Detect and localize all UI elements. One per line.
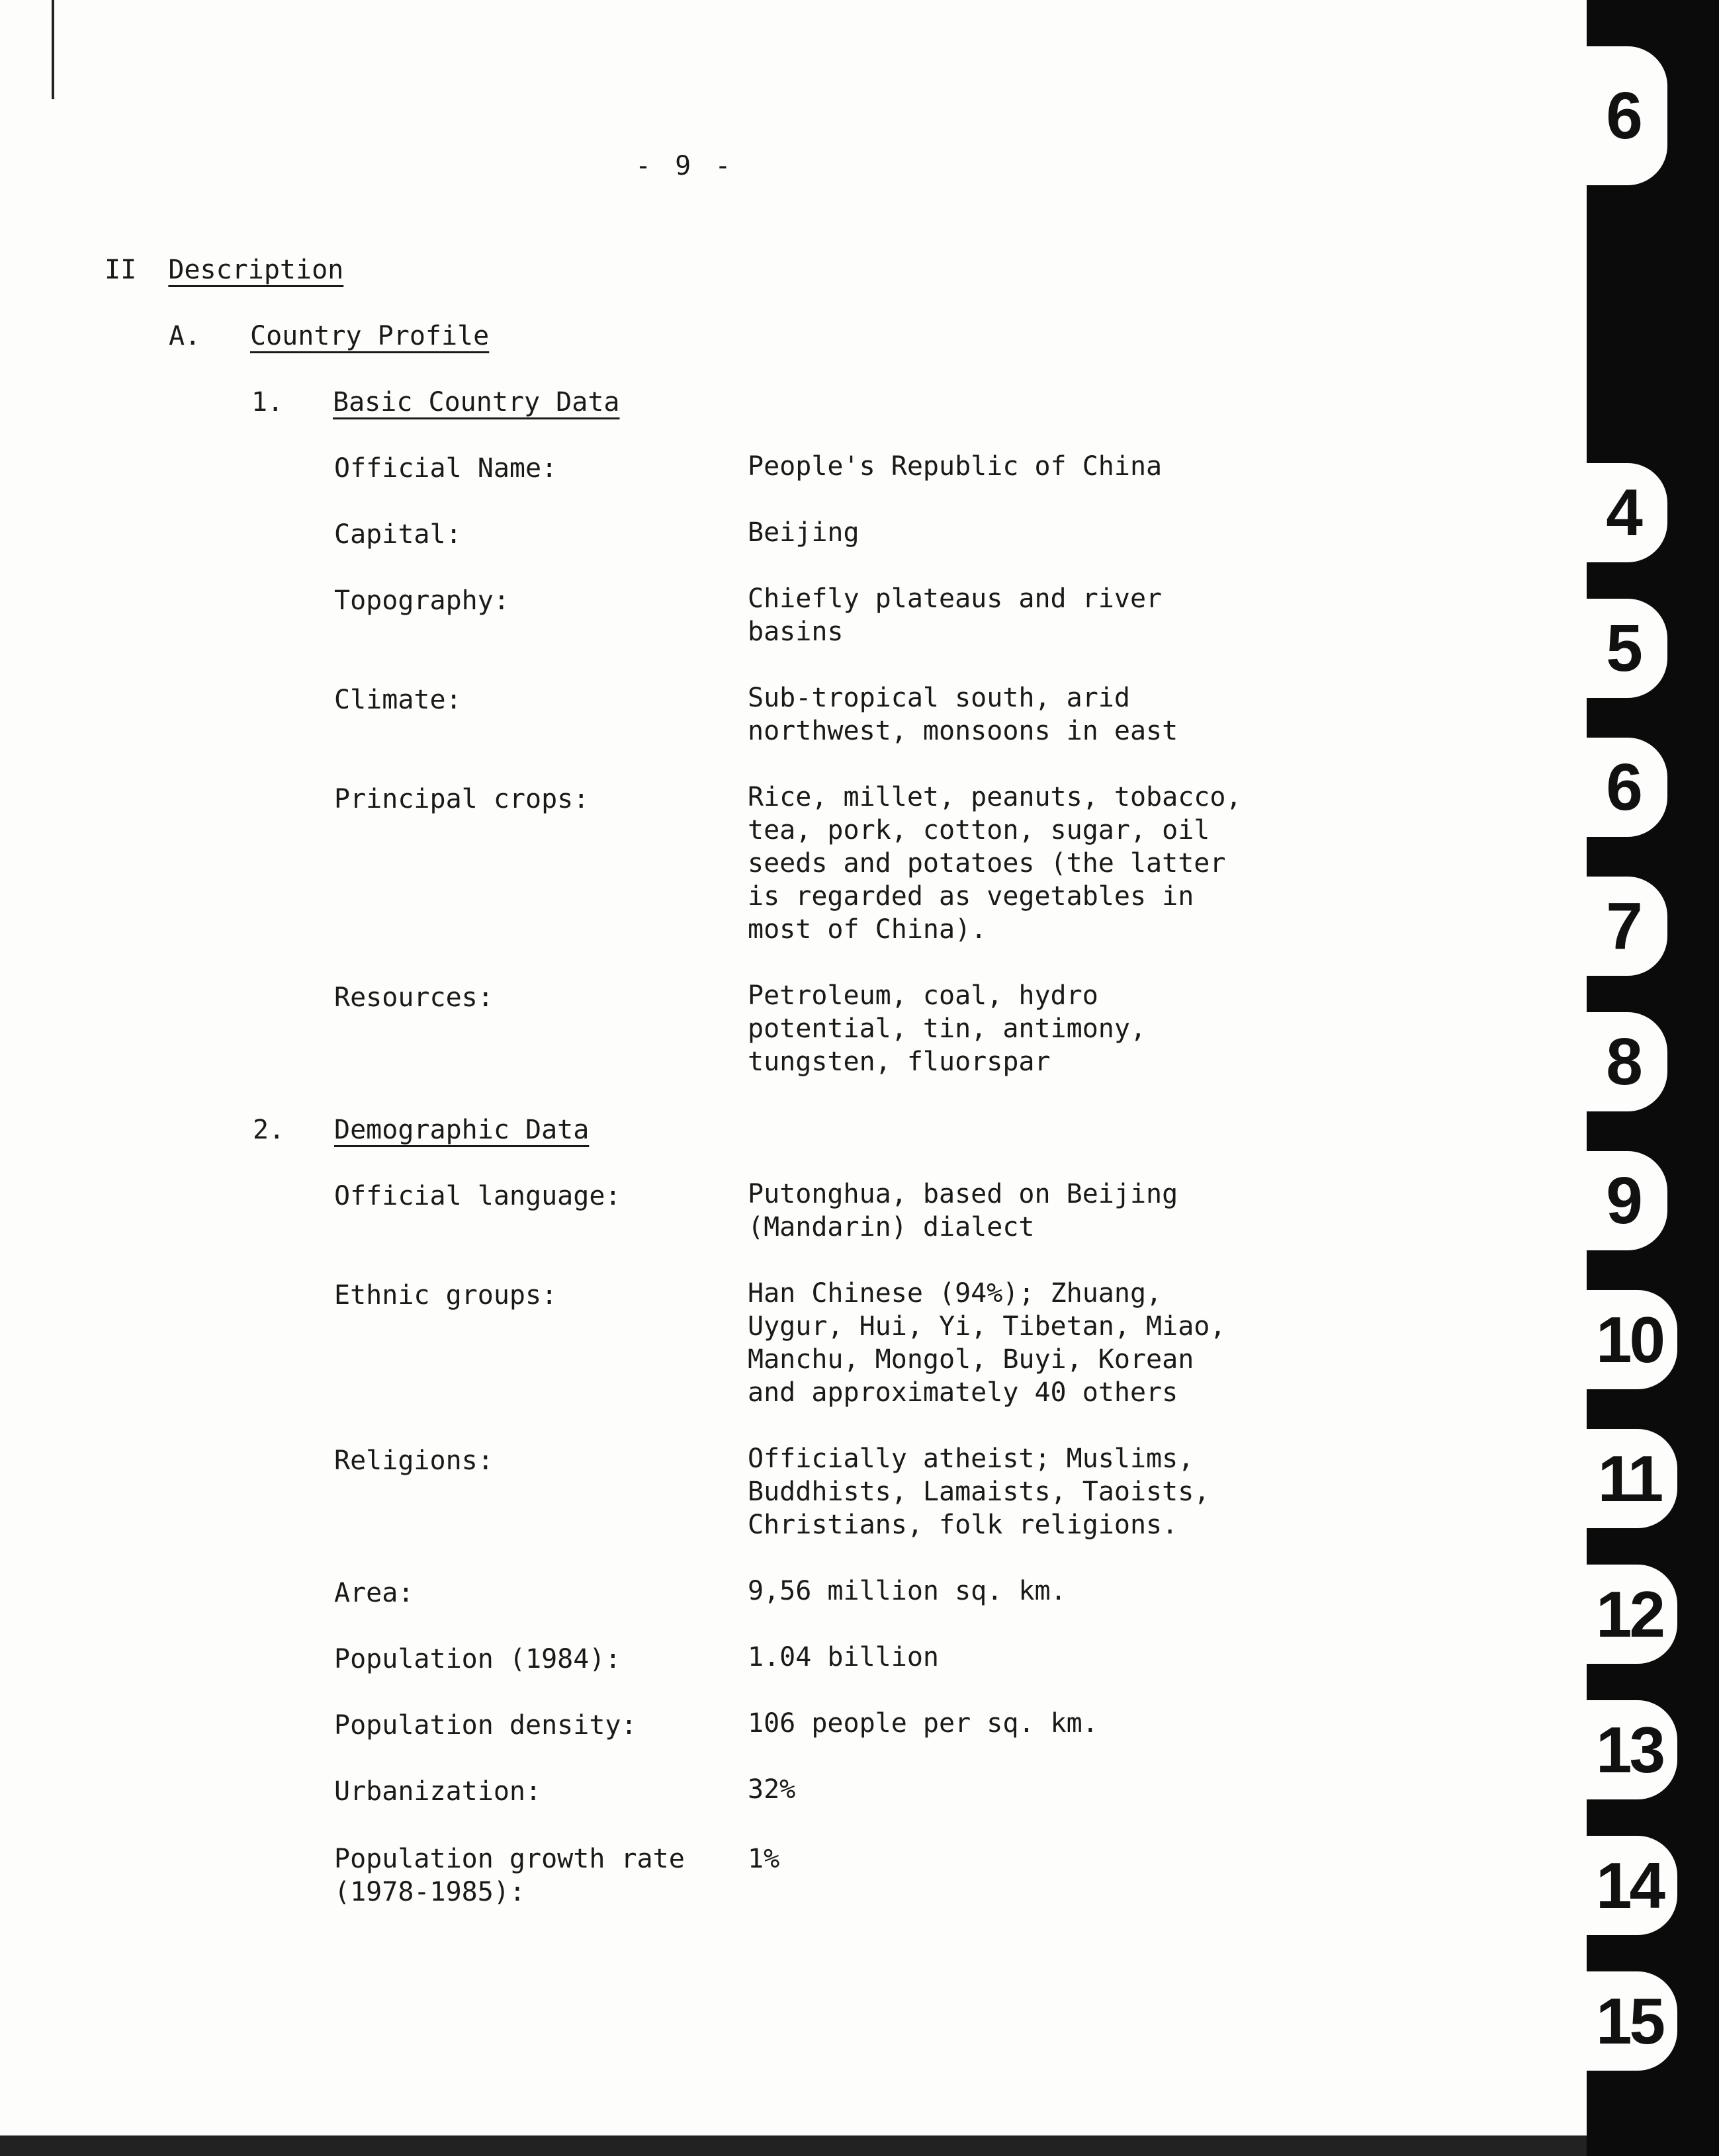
field-value-official-language: Putonghua, based on Beijing (Mandarin) dialect <box>748 1179 1178 1242</box>
demographic-data-heading <box>253 1115 589 1145</box>
index-tab-6: 6 <box>1581 738 1667 837</box>
field-label-population: Population (1984): <box>334 1644 621 1674</box>
field-value-population: 1.04 billion <box>748 1642 939 1672</box>
field-value-climate: Sub-tropical south, arid northwest, monsoons in east <box>748 683 1178 746</box>
field-label-official-name: Official Name: <box>334 453 558 484</box>
field-value-ethnic-groups: Han Chinese (94%); Zhuang, Uygur, Hui, Yi, Tibetan, Miao, Manchu, Mongol, Buyi, Korean and approximately 40 others <box>748 1278 1226 1408</box>
field-label-ethnic-groups: Ethnic groups: <box>334 1280 558 1311</box>
field-label-official-language: Official language: <box>334 1181 621 1211</box>
field-value-capital: Beijing <box>748 517 860 548</box>
field-value-population-growth-rate: 1% <box>748 1844 780 1874</box>
index-tab-4: 4 <box>1581 463 1667 562</box>
subsection-letter: A. <box>169 321 201 351</box>
section-title: Description <box>168 255 344 285</box>
field-value-official-name: People's Republic of China <box>748 451 1163 482</box>
field-label-capital: Capital: <box>334 519 462 550</box>
subsection-heading <box>169 321 489 351</box>
field-label-principal-crops: Principal crops: <box>334 784 590 814</box>
field-value-resources: Petroleum, coal, hydro potential, tin, antimony, tungsten, fluorspar <box>748 980 1147 1077</box>
field-value-topography: Chiefly plateaus and river basins <box>748 583 1163 647</box>
index-tab-15: 15 <box>1581 1971 1677 2071</box>
section-heading <box>105 255 343 285</box>
index-tab-11: 11 <box>1581 1429 1677 1528</box>
index-tab-10: 10 <box>1581 1290 1677 1389</box>
field-label-urbanization: Urbanization: <box>334 1776 542 1807</box>
field-label-resources: Resources: <box>334 982 494 1013</box>
index-tab-9: 9 <box>1581 1151 1667 1250</box>
field-value-urbanization: 32% <box>748 1774 796 1805</box>
scan-edge-line-bottom <box>0 2135 1601 2156</box>
index-tab-6-top: 6 <box>1581 46 1667 185</box>
field-value-population-density: 106 people per sq. km. <box>748 1708 1098 1739</box>
field-label-population-density: Population density: <box>334 1710 637 1741</box>
basic-data-title: Basic Country Data <box>333 387 620 417</box>
basic-data-heading <box>251 387 619 417</box>
index-tab-13: 13 <box>1581 1700 1677 1799</box>
field-value-area: 9,56 million sq. km. <box>748 1576 1067 1606</box>
field-label-topography: Topography: <box>334 585 509 616</box>
field-label-religions: Religions: <box>334 1445 494 1476</box>
demographic-data-title: Demographic Data <box>334 1115 590 1145</box>
field-value-religions: Officially atheist; Muslims, Buddhists, Lamaists, Taoists, Christians, folk religions. <box>748 1444 1210 1540</box>
demographic-data-number: 2. <box>253 1115 285 1145</box>
page-number: - 9 - <box>635 151 735 181</box>
field-label-climate: Climate: <box>334 685 462 715</box>
index-tab-12: 12 <box>1581 1565 1677 1664</box>
basic-data-number: 1. <box>251 387 284 417</box>
index-tab-5: 5 <box>1581 599 1667 698</box>
field-value-principal-crops: Rice, millet, peanuts, tobacco, tea, pork, cotton, sugar, oil seeds and potatoes (the latter is regarded as vegetables in most of China). <box>748 782 1242 945</box>
field-label-population-growth-rate: Population growth rate (1978-1985): <box>334 1844 685 1907</box>
index-tab-8: 8 <box>1581 1012 1667 1111</box>
field-label-area: Area: <box>334 1578 414 1608</box>
scan-edge-line-left <box>52 0 54 99</box>
section-roman-numeral: II <box>105 255 137 285</box>
index-tab-14: 14 <box>1581 1836 1677 1935</box>
index-tab-7: 7 <box>1581 877 1667 976</box>
subsection-title: Country Profile <box>250 321 490 351</box>
